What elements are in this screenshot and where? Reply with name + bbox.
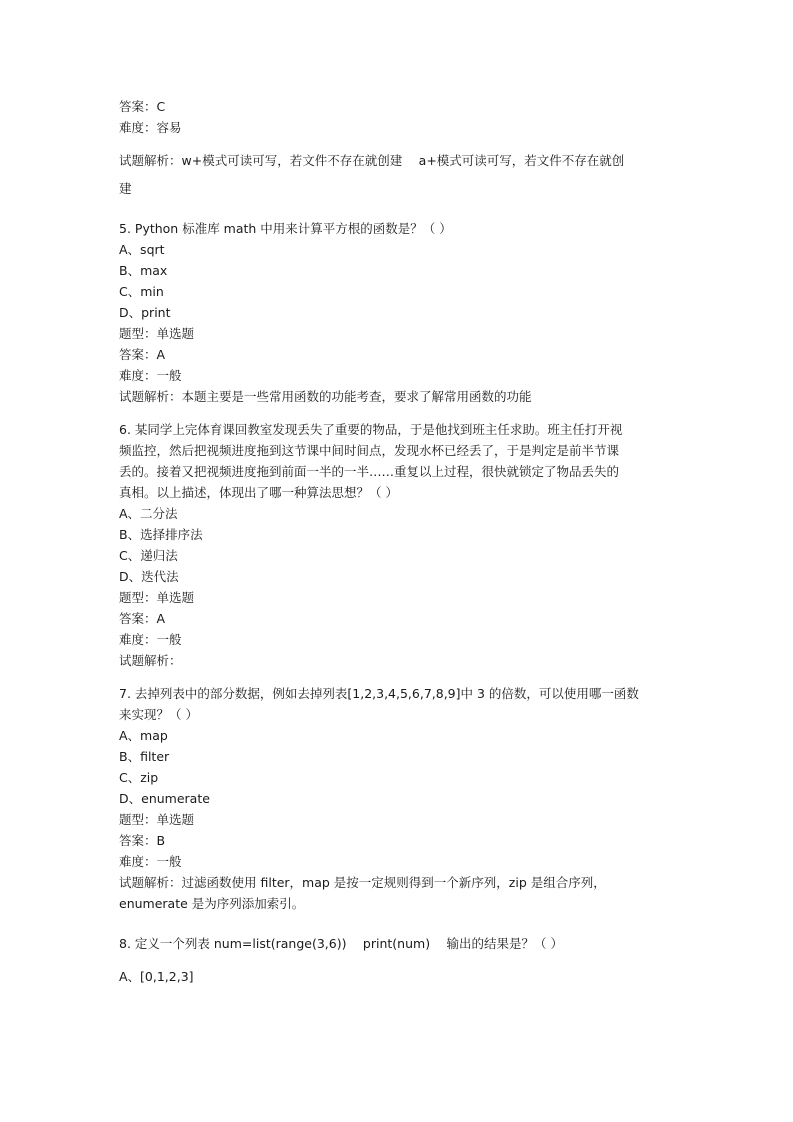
q5-answer: 答案：A	[119, 347, 166, 362]
q5-option-b: B、max	[119, 263, 168, 278]
q7-question-line-1: 7. 去掉列表中的部分数据，例如去掉列表[1,2,3,4,5,6,7,8,9]中 3 的倍数，可以使用哪一函数	[119, 686, 639, 701]
prev-explanation-line-2: 建	[119, 181, 132, 196]
q7-option-c: C、zip	[119, 770, 159, 785]
q8-question: 8. 定义一个列表 num=list(range(3,6)) print(num) 输出的结果是？（ ）	[119, 936, 564, 951]
q5-option-c: C、min	[119, 284, 164, 299]
q7-option-d: D、enumerate	[119, 791, 210, 806]
q7-explanation-line-2: enumerate 是为序列添加索引。	[119, 896, 305, 911]
q6-option-c: C、递归法	[119, 548, 178, 563]
q6-option-d: D、迭代法	[119, 569, 179, 584]
q6-question-line-3: 丢的。接着又把视频进度拖到前面一半的一半……重复以上过程，很快就锁定了物品丢失的	[119, 464, 620, 479]
q6-type: 题型：单选题	[119, 590, 195, 605]
q5-question: 5. Python 标准库 math 中用来计算平方根的函数是？（ ）	[119, 221, 452, 236]
q6-question-line-4: 真相。以上描述，体现出了哪一种算法思想？（ ）	[119, 485, 398, 500]
q7-explanation-line-1: 试题解析：过滤函数使用 filter，map 是按一定规则得到一个新序列，zip 是组合序列，	[119, 875, 606, 890]
q6-option-b: B、选择排序法	[119, 527, 203, 542]
q8-option-a: A、[0,1,2,3]	[119, 969, 194, 984]
q7-type: 题型：单选题	[119, 812, 195, 827]
q5-option-d: D、print	[119, 305, 171, 320]
q6-difficulty: 难度：一般	[119, 632, 182, 647]
q5-option-a: A、sqrt	[119, 242, 165, 257]
prev-difficulty: 难度：容易	[119, 120, 182, 135]
q5-type: 题型：单选题	[119, 326, 195, 341]
q7-question-line-2: 来实现？（ ）	[119, 707, 198, 722]
q6-answer: 答案：A	[119, 611, 166, 626]
document-content	[119, 96, 675, 987]
q6-explanation: 试题解析：	[119, 653, 182, 668]
q7-answer: 答案：B	[119, 833, 166, 848]
q5-difficulty: 难度：一般	[119, 368, 182, 383]
q7-difficulty: 难度：一般	[119, 854, 182, 869]
q5-explanation: 试题解析：本题主要是一些常用函数的功能考查，要求了解常用函数的功能	[119, 389, 532, 404]
prev-explanation-line-1: 试题解析：w+模式可读可写，若文件不存在就创建 a+模式可读可写，若文件不存在就创	[119, 153, 625, 168]
q7-option-a: A、map	[119, 728, 168, 743]
q6-question-line-2: 频监控，然后把视频进度拖到这节课中间时间点，发现水杯已经丢了，于是判定是前半节课	[119, 443, 620, 458]
prev-answer: 答案：C	[119, 99, 166, 114]
q6-option-a: A、二分法	[119, 506, 178, 521]
q7-option-b: B、filter	[119, 749, 170, 764]
q6-question-line-1: 6. 某同学上完体育课回教室发现丢失了重要的物品，于是他找到班主任求助。班主任打开视	[119, 422, 623, 437]
